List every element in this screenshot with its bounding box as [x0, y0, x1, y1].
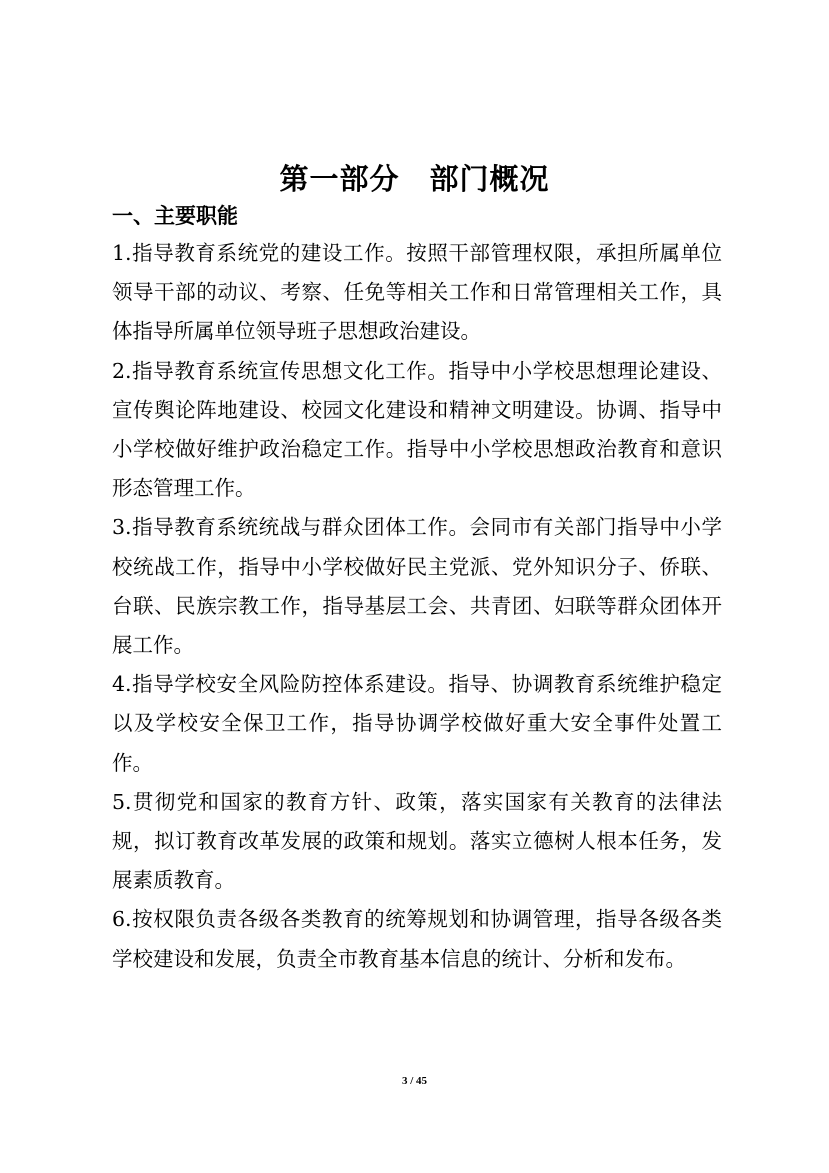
paragraph-3: 3.指导教育系统统战与群众团体工作。会同市有关部门指导中小学校统战工作，指导中小学校做好民主党派、党外知识分子、侨联、台联、民族宗教工作，指导基层工会、共青团、妇联等群众团体开展工作。 [112, 515, 722, 658]
paragraph-6: 6.按权限负责各级各类教育的统筹规划和协调管理，指导各级各类学校建设和发展，负责全市教育基本信息的统计、分析和发布。 [112, 907, 722, 971]
paragraph-2: 2.指导教育系统宣传思想文化工作。指导中小学校思想理论建设、宣传舆论阵地建设、校园文化建设和精神文明建设。协调、指导中小学校做好维护政治稳定工作。指导中小学校思想政治教育和意识形态管理工作。 [112, 358, 722, 501]
body-text [112, 234, 722, 979]
paragraph-4: 4.指导学校安全风险防控体系建设。指导、协调教育系统维护稳定以及学校安全保卫工作，指导协调学校做好重大安全事件处置工作。 [112, 672, 722, 775]
page-number: 3 / 45 [401, 1075, 428, 1087]
paragraph-1: 1.指导教育系统党的建设工作。按照干部管理权限，承担所属单位领导干部的动议、考察、任免等相关工作和日常管理相关工作，具体指导所属单位领导班子思想政治建设。 [112, 241, 722, 344]
page-title: 第一部分 部门概况 [279, 162, 550, 196]
section-heading: 一、主要职能 [112, 204, 238, 228]
paragraph-5: 5.贯彻党和国家的教育方针、政策，落实国家有关教育的法律法规，拟订教育改革发展的政策和规划。落实立德树人根本任务，发展素质教育。 [112, 789, 722, 893]
